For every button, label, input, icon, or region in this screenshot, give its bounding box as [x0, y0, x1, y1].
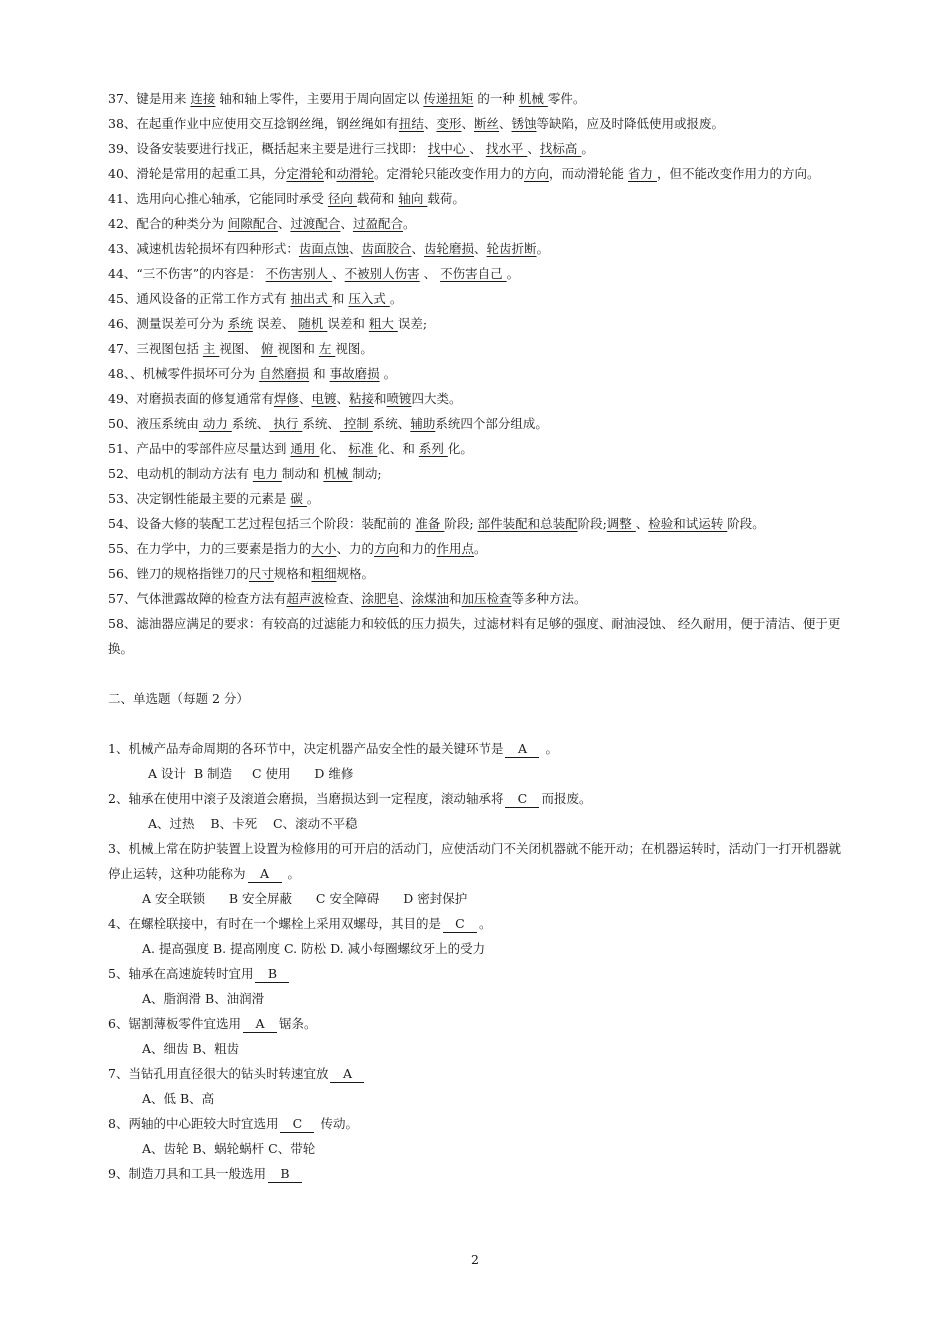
answer-text: 连接 [190, 91, 216, 106]
answer-text: 部件装配和总装配 [477, 516, 578, 531]
question-text: 视图、 [219, 341, 261, 356]
question-text: 40、滑轮是常用的起重工具，分 [108, 166, 287, 181]
question-text: 、 [277, 216, 291, 231]
answer-blank: C [505, 791, 539, 808]
choice-options: A、低 B、高 [142, 1091, 215, 1106]
question-text: 54、设备大修的装配工艺过程包括三个阶段：装配前的 [108, 516, 416, 531]
question-text: 、力的 [336, 541, 374, 556]
answer-text: 电镀 [311, 391, 337, 406]
section-title: 二、单选题（每题 2 分） [108, 691, 249, 706]
question-text: 等缺陷，应及时降低使用或报废。 [536, 116, 725, 131]
question-text: 44、“三不伤害”的内容是： [108, 266, 266, 281]
question-text: 。定滑轮只能改变作用力的 [373, 166, 524, 181]
question-text: 9、制造刀具和工具一般选用 [108, 1166, 266, 1181]
fill-item [108, 236, 850, 261]
choice-question [108, 1011, 850, 1036]
question-text: 39、设备安装要进行找正，概括起来主要是进行三找即： [108, 141, 428, 156]
question-text: 2、轴承在使用中滚子及滚道会磨损，当磨损达到一定程度，滚动轴承将 [108, 791, 504, 806]
answer-text: 齿轮磨损 [423, 241, 474, 256]
document-content [108, 86, 850, 1186]
question-text: 阶段; [444, 516, 478, 531]
question-text: 、 [336, 391, 349, 406]
answer-text: 随机 [298, 316, 328, 331]
answer-text: 找水平 [485, 141, 528, 156]
choice-question [108, 1161, 850, 1186]
answer-text: 俯 [260, 341, 278, 356]
answer-text: 机械 [323, 466, 353, 481]
question-text: 48、、机械零件损坏可分为 [108, 366, 260, 381]
question-text: 制动和 [281, 466, 324, 481]
question-text: 四大类。 [411, 391, 462, 406]
question-text: 1、机械产品寿命周期的各环节中，决定机器产品安全性的最关键环节是 [108, 741, 504, 756]
answer-text: 系统 [227, 316, 253, 331]
question-text: 和 [331, 291, 349, 306]
fill-item [108, 311, 850, 336]
answer-text: 标准 [348, 441, 378, 456]
question-text: 阶段; [577, 516, 607, 531]
answer-text: 碳 [290, 491, 307, 506]
answer-text: 粗大 [368, 316, 398, 331]
question-text: 8、两轴的中心距较大时宜选用 [108, 1116, 279, 1131]
answer-text: 锈蚀 [511, 116, 537, 131]
fill-item [108, 286, 850, 311]
question-tail: 而报废。 [541, 791, 592, 806]
answer-text: 压入式 [348, 291, 390, 306]
spacer [108, 711, 850, 736]
question-text: 、 [423, 116, 437, 131]
answer-text: 定滑轮 [286, 166, 324, 181]
choice-question [108, 836, 850, 886]
answer-text: 不伤害自己 [440, 266, 507, 281]
answer-text: 方向 [373, 541, 399, 556]
question-text: 56、锉刀的规格指锉刀的 [108, 566, 249, 581]
question-text: ，但不能改变作用力的方向。 [656, 166, 820, 181]
question-text: 、 [298, 391, 312, 406]
question-text: 。 [474, 541, 487, 556]
question-text: 规格。 [336, 566, 374, 581]
question-text: 化、 [319, 441, 349, 456]
answer-text: 电力 [252, 466, 282, 481]
question-text: 50、液压系统由 [108, 416, 199, 431]
answer-text: 检验和试运转 [648, 516, 728, 531]
answer-blank: C [443, 916, 477, 933]
question-text: 47、三视图包括 [108, 341, 203, 356]
fill-item [108, 436, 850, 461]
question-tail: 。 [541, 741, 558, 756]
answer-text: 粘接 [348, 391, 374, 406]
answer-text: 找标高 [539, 141, 582, 156]
answer-text: 变形 [436, 116, 462, 131]
fill-item [108, 611, 850, 661]
answer-text: 涂煤油 [411, 591, 449, 606]
single-choice-section [108, 736, 850, 1186]
question-text: 、 [332, 266, 345, 281]
question-text: 误差、 [252, 316, 299, 331]
answer-text: 轴向 [398, 191, 428, 206]
choice-options: A 安全联锁 B 安全屏蔽 C 安全障碍 D 密封保护 [142, 891, 468, 906]
fill-item [108, 261, 850, 286]
answer-text: 机械 [518, 91, 548, 106]
answer-text: 断丝 [473, 116, 499, 131]
choice-question [108, 961, 850, 986]
question-text: 。 [306, 491, 320, 506]
answer-text: 超声波 [286, 591, 324, 606]
answer-text: 轮齿折断 [486, 241, 537, 256]
answer-blank: B [255, 966, 289, 983]
question-text: 。 [536, 241, 550, 256]
question-text: 和 [323, 166, 337, 181]
question-text: 载荷和 [356, 191, 399, 206]
choice-options: A. 提高强度 B. 提高刚度 C. 防松 D. 减小每圈螺纹牙上的受力 [142, 941, 486, 956]
fill-item [108, 536, 850, 561]
choice-options: A、过热 B、卡死 C、滚动不平稳 [148, 816, 358, 831]
answer-text: 执行 [269, 416, 303, 431]
answer-text: 过渡配合 [290, 216, 341, 231]
question-tail: 锯条。 [278, 1016, 317, 1031]
answer-text: 找中心 [427, 141, 470, 156]
answer-text: 不被别人伤害 [344, 266, 420, 281]
question-tail: 。 [283, 866, 300, 881]
question-text: 系统、 [302, 416, 340, 431]
fill-item [108, 111, 850, 136]
answer-text: 齿面胶合 [361, 241, 412, 256]
fill-item [108, 186, 850, 211]
question-text: 。 [389, 291, 403, 306]
fill-item [108, 361, 850, 386]
answer-text: 尺寸 [248, 566, 274, 581]
page-number: 2 [471, 1252, 479, 1267]
question-text: 和 [449, 591, 462, 606]
answer-text: 方向 [523, 166, 549, 181]
fill-item [108, 136, 850, 161]
answer-blank: A [505, 741, 539, 758]
answer-text: 过盈配合 [352, 216, 403, 231]
answer-text: 左 [318, 341, 336, 356]
question-text: 系统、 [231, 416, 270, 431]
question-text: 45、通风设备的正常工作方式有 [108, 291, 291, 306]
question-text: 。 [581, 141, 594, 156]
fill-item [108, 211, 850, 236]
question-text: 42、配合的种类分为 [108, 216, 228, 231]
question-text: 5、轴承在高速旋转时宜用 [108, 966, 254, 981]
question-text: 制动; [352, 466, 382, 481]
answer-text: 径向 [327, 191, 357, 206]
question-text: 和 [309, 366, 330, 381]
question-text: 。 [379, 366, 397, 381]
answer-text: 抽出式 [290, 291, 332, 306]
question-text: 和 [374, 391, 387, 406]
answer-text: 大小 [311, 541, 337, 556]
fill-item [108, 386, 850, 411]
choice-question [108, 911, 850, 936]
answer-text: 准备 [415, 516, 445, 531]
answer-text: 省力 [627, 166, 657, 181]
question-text: 37、键是用来 [108, 91, 191, 106]
choice-question [108, 736, 850, 761]
choice-options: A、齿轮 B、蜗轮蜗杆 C、带轮 [142, 1141, 316, 1156]
question-tail: 。 [478, 916, 492, 931]
answer-text: 加压检查 [461, 591, 512, 606]
question-text: 41、选用向心推心轴承，它能同时承受 [108, 191, 328, 206]
question-text: 检查、 [323, 591, 362, 606]
question-text: 52、电动机的制动方法有 [108, 466, 253, 481]
question-text: 轴和轴上零件，主要用于周向固定以 [215, 91, 424, 106]
fill-item [108, 561, 850, 586]
question-text: 、 [348, 241, 362, 256]
answer-text: 粗细 [311, 566, 337, 581]
question-text: 系统四个部分组成。 [435, 416, 548, 431]
answer-blank: B [268, 1166, 302, 1183]
question-text: 、 [469, 141, 486, 156]
fill-in-blank-section [108, 86, 850, 661]
fill-item [108, 411, 850, 436]
choice-question [108, 1111, 850, 1136]
fill-item [108, 461, 850, 486]
question-text: 和力的 [398, 541, 437, 556]
question-text: 、 [499, 116, 512, 131]
question-text: 载荷。 [427, 191, 465, 206]
question-text: 51、产品中的零部件应尽量达到 [108, 441, 291, 456]
question-text: 46、测量误差可分为 [108, 316, 228, 331]
answer-blank: A [330, 1066, 364, 1083]
answer-text: 间隙配合 [227, 216, 278, 231]
question-text: 的一种 [473, 91, 519, 106]
question-text: 53、决定钢性能最主要的元素是 [108, 491, 291, 506]
question-text: 、 [340, 216, 353, 231]
answer-text: 焊修 [273, 391, 299, 406]
question-text: 、 [411, 241, 424, 256]
question-text: 化、和 [377, 441, 419, 456]
answer-text: 传递扭矩 [423, 91, 474, 106]
question-text: 误差; [397, 316, 428, 331]
question-text: 3、机械上常在防护装置上设置为检修用的可开启的活动门，应使活动门不关闭机器就不能开动；在机器运转时，活动门一打开机器就停止运转，这种功能称为 [108, 841, 841, 881]
choice-options: A、脂润滑 B、油润滑 [142, 991, 265, 1006]
question-text: 规格和 [273, 566, 312, 581]
question-text: 、 [474, 241, 487, 256]
question-text: 、 [398, 591, 412, 606]
fill-item [108, 586, 850, 611]
fill-item [108, 161, 850, 186]
choice-options: A 设计 B 制造 C 使用 D 维修 [148, 766, 354, 781]
fill-item [108, 486, 850, 511]
question-text: 58、滤油器应满足的要求：有较高的过滤能力和较低的压力损失，过滤材料有足够的强度、耐油浸蚀、 经久耐用，便于清洁、便于更换。 [108, 616, 841, 656]
question-tail: 传动。 [316, 1116, 358, 1131]
question-text: 7、当钻孔用直径很大的钻头时转速宜放 [108, 1066, 329, 1081]
spacer [108, 661, 850, 686]
choice-question [108, 1061, 850, 1086]
question-text: 等多种方法。 [511, 591, 587, 606]
answer-text: 主 [202, 341, 220, 356]
question-text: 、 [635, 516, 649, 531]
choice-options: A、细齿 B、粗齿 [142, 1041, 240, 1056]
answer-text: 喷镀 [386, 391, 412, 406]
question-text: 38、在起重作业中应使用交互捻钢丝绳，钢丝绳如有 [108, 116, 399, 131]
question-text: 视图和 [277, 341, 319, 356]
answer-text: 齿面点蚀 [298, 241, 349, 256]
answer-text: 不伤害别人 [265, 266, 333, 281]
question-text: 系统、 [372, 416, 411, 431]
question-text: 、 [419, 266, 441, 281]
question-text: 误差和 [327, 316, 369, 331]
answer-text: 辅助 [410, 416, 436, 431]
question-text: 化。 [447, 441, 473, 456]
fill-item [108, 336, 850, 361]
fill-item [108, 511, 850, 536]
answer-blank: A [243, 1016, 277, 1033]
question-text: 零件。 [547, 91, 586, 106]
answer-text: 涂肥皂 [361, 591, 399, 606]
answer-text: 自然磨损 [259, 366, 310, 381]
question-text: 、 [461, 116, 474, 131]
question-text: ，而动滑轮能 [549, 166, 628, 181]
question-text: 55、在力学中，力的三要素是指力的 [108, 541, 312, 556]
answer-text: 调整 [606, 516, 636, 531]
question-text: 4、在螺栓联接中，有时在一个螺栓上采用双螺母，其目的是 [108, 916, 441, 931]
answer-text: 动滑轮 [336, 166, 374, 181]
answer-text: 扭结 [398, 116, 424, 131]
question-text: 6、锯割薄板零件宜选用 [108, 1016, 241, 1031]
question-text: 。 [402, 216, 416, 231]
question-text: 。 [506, 266, 520, 281]
question-text: 57、气体泄露故障的检查方法有 [108, 591, 287, 606]
answer-text: 作用点 [436, 541, 474, 556]
question-text: 视图。 [335, 341, 373, 356]
question-text: 、 [527, 141, 540, 156]
answer-blank: C [280, 1116, 314, 1133]
answer-blank: A [248, 866, 282, 883]
answer-text: 动力 [198, 416, 232, 431]
question-text: 43、减速机齿轮损坏有四种形式： [108, 241, 299, 256]
answer-text: 事故磨损 [329, 366, 380, 381]
choice-question [108, 786, 850, 811]
question-text: 阶段。 [727, 516, 765, 531]
fill-item [108, 86, 850, 111]
answer-text: 系列 [418, 441, 448, 456]
answer-text: 通用 [290, 441, 320, 456]
answer-text: 控制 [339, 416, 373, 431]
question-text: 49、对磨损表面的修复通常有 [108, 391, 274, 406]
